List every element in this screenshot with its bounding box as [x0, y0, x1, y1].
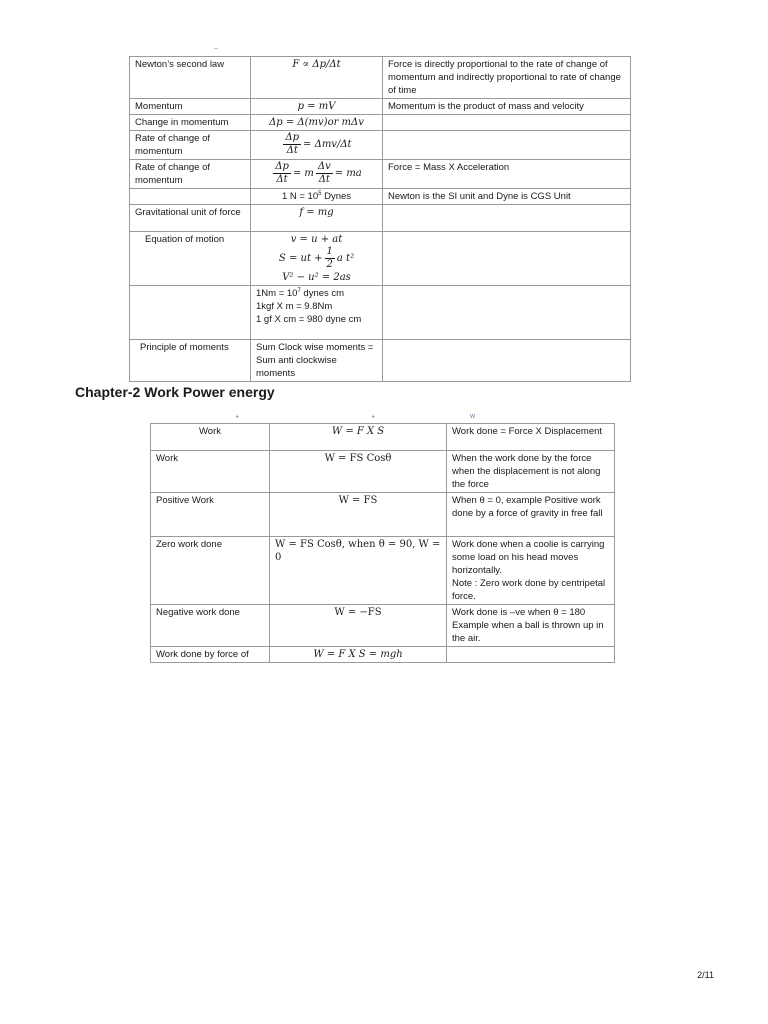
fraction — [316, 161, 333, 186]
note-cell: Newton is the SI unit and Dyne is CGS Unit — [383, 189, 631, 205]
fraction-numerator: 1 — [326, 246, 333, 257]
unit-line-1-exponent: 7 — [297, 287, 301, 294]
term-cell: Principle of moments — [130, 340, 251, 382]
formula-cell — [251, 232, 383, 286]
note-cell: When θ = 0, example Positive work done by a force of gravity in free fall — [447, 493, 615, 537]
note-cell — [383, 286, 631, 340]
formula-cell: W = F X S — [270, 424, 447, 451]
term-cell: Work — [151, 451, 270, 493]
unit-line-1 — [256, 287, 377, 300]
formula-cell: W = FS — [270, 493, 447, 537]
physics-formula-table — [129, 56, 631, 382]
fraction — [273, 161, 291, 186]
formula-cell: W = F X S = mgh — [270, 647, 447, 663]
term-cell: Newton’s second law — [130, 57, 251, 99]
fraction-numerator: Δv — [317, 161, 331, 172]
unit-line-1-base: 1Nm = 10 — [256, 288, 298, 299]
term-cell: Rate of change of momentum — [130, 160, 251, 189]
note-cell: Work done = Force X Displacement — [447, 424, 615, 451]
scan-mark: • — [372, 414, 375, 421]
fraction — [325, 246, 335, 271]
table-row — [130, 340, 631, 382]
table-row — [151, 605, 615, 647]
fraction-denominator: Δt — [276, 174, 288, 185]
unit-line-1-tail: dynes cm — [300, 288, 345, 299]
unit-line-2: 1kgf X m = 9.8Nm — [256, 301, 333, 312]
formula-exponent: 5 — [318, 190, 322, 197]
scan-mark: w — [470, 413, 476, 420]
formula-cell: Δp = Δ(mv)or mΔv — [251, 115, 383, 131]
formula-cell: W = −FS — [270, 605, 447, 647]
table-row — [151, 424, 615, 451]
formula-end: = ma — [334, 168, 362, 179]
formula-cell: f = mg — [251, 205, 383, 232]
formula-cell — [251, 189, 383, 205]
term-cell — [130, 286, 251, 340]
formula-tail: Dynes — [321, 191, 352, 202]
note-cell: Force = Mass X Acceleration — [383, 160, 631, 189]
term-cell: Momentum — [130, 99, 251, 115]
note-cell: Work done is –ve when θ = 180 Example when a ball is thrown up in the air. — [447, 605, 615, 647]
table-row — [130, 131, 631, 160]
fraction-denominator: Δt — [318, 174, 330, 185]
equation-2-part-a: S = ut + — [278, 253, 323, 264]
work-energy-table — [150, 423, 615, 663]
scan-mark: • — [236, 414, 239, 421]
note-cell — [383, 232, 631, 286]
fraction-numerator: Δp — [285, 132, 300, 143]
term-cell: Work done by force of — [151, 647, 270, 663]
note-text: Work done when a coolie is carrying some load on his head moves horizontally. — [452, 539, 605, 576]
formula-rest: = Δmv/Δt — [303, 139, 352, 150]
term-cell: Change in momentum — [130, 115, 251, 131]
formula-cell: Sum Clock wise moments = Sum anti clockwise moments — [251, 340, 383, 382]
term-cell: Zero work done — [151, 537, 270, 605]
table-row — [130, 160, 631, 189]
fraction-denominator: 2 — [326, 259, 333, 270]
page-number: 2/11 — [697, 970, 714, 980]
formula-cell — [251, 160, 383, 189]
table-row — [151, 647, 615, 663]
fraction — [283, 132, 301, 157]
table-row — [151, 537, 615, 605]
unit-line-3: 1 gf X cm = 980 dyne cm — [256, 314, 362, 325]
table-row — [151, 493, 615, 537]
formula-cell: p = mV — [251, 99, 383, 115]
term-cell: Gravitational unit of force — [130, 205, 251, 232]
note-cell: When the work done by the force when the displacement is not along the force — [447, 451, 615, 493]
note-cell — [383, 115, 631, 131]
equation-2 — [256, 246, 377, 271]
formula-middle: = m — [292, 168, 314, 179]
note-cell — [383, 340, 631, 382]
equation-1: v = u + at — [290, 234, 343, 245]
term-cell — [130, 189, 251, 205]
fraction-denominator: Δt — [286, 145, 298, 156]
note-cell — [383, 205, 631, 232]
term-cell: Negative work done — [151, 605, 270, 647]
term-cell: Equation of motion — [130, 232, 251, 286]
term-cell: Positive Work — [151, 493, 270, 537]
formula-cell: F ∝ Δp/Δt — [251, 57, 383, 99]
fraction-numerator: Δp — [275, 161, 289, 172]
formula-cell — [251, 131, 383, 160]
table-row — [130, 205, 631, 232]
chapter-heading: Chapter-2 Work Power energy — [75, 384, 275, 400]
note-cell — [383, 131, 631, 160]
table-row — [130, 286, 631, 340]
formula-cell — [251, 286, 383, 340]
note-cell — [447, 647, 615, 663]
note-text-secondary: Note : Zero work done by centripetal force. — [452, 578, 606, 602]
term-cell: Rate of change of momentum — [130, 131, 251, 160]
note-cell — [447, 537, 615, 605]
note-cell: Force is directly proportional to the rate of change of momentum and indirectly proportional to rate of change of time — [383, 57, 631, 99]
note-cell: Momentum is the product of mass and velocity — [383, 99, 631, 115]
scan-mark: ~ — [214, 46, 219, 53]
term-cell: Work — [151, 424, 270, 451]
formula-cell: W = FS Cosθ, when θ = 90, W = 0 — [270, 537, 447, 605]
table-row — [130, 115, 631, 131]
table-row — [151, 451, 615, 493]
table-row — [130, 57, 631, 99]
table-row — [130, 232, 631, 286]
formula-cell: W = FS Cosθ — [270, 451, 447, 493]
equation-2-part-b: a t² — [336, 253, 355, 264]
formula-base: 1 N = 10 — [281, 191, 319, 202]
table-row — [130, 189, 631, 205]
equation-3: V² − u² = 2as — [282, 272, 351, 283]
table-row — [130, 99, 631, 115]
